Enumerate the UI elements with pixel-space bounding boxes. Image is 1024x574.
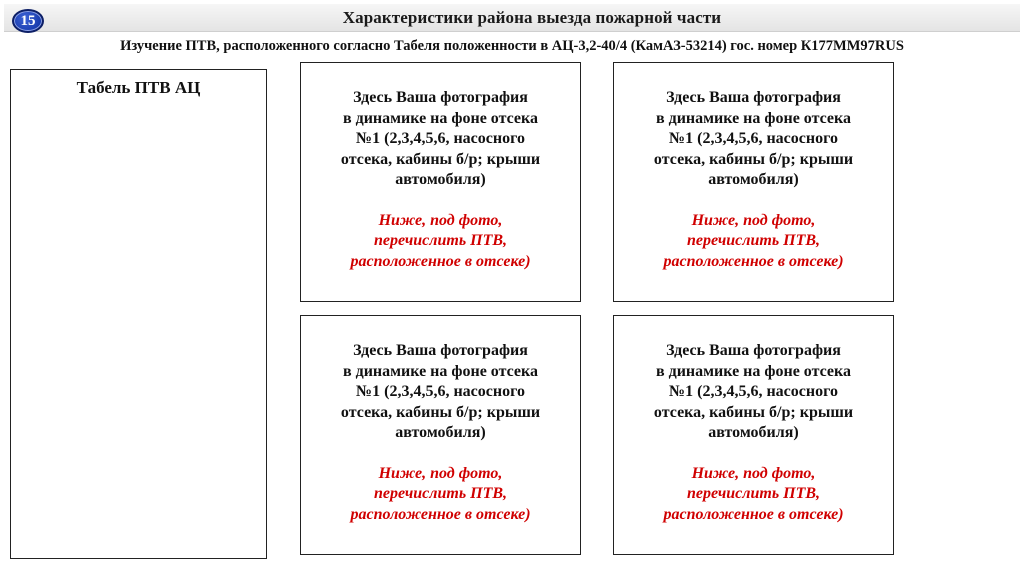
- instruction-line: отсека, кабины б/р; крыши: [653, 403, 854, 421]
- tabel-title: Табель ПТВ АЦ: [76, 78, 201, 97]
- photo-placeholder-2: [613, 62, 894, 302]
- instruction-line: в динамике на фоне отсека: [342, 362, 539, 380]
- photo-instruction: [614, 88, 893, 191]
- note-line: Ниже, под фото,: [691, 464, 816, 482]
- note-line: расположенное в отсеке): [663, 252, 844, 270]
- note-line: перечислить ПТВ,: [686, 232, 821, 249]
- instruction-line: отсека, кабины б/р; крыши: [340, 150, 541, 168]
- note-line: Ниже, под фото,: [691, 211, 816, 229]
- instruction-line: в динамике на фоне отсека: [342, 109, 539, 127]
- instruction-line: в динамике на фоне отсека: [655, 362, 852, 380]
- note-line: Ниже, под фото,: [378, 464, 503, 482]
- note-line: расположенное в отсеке): [350, 252, 531, 270]
- page-subtitle: Изучение ПТВ, расположенного согласно Табеля положенности в АЦ-3,2-40/4 (КамАЗ-53214) гос. номер К177ММ97RUS: [120, 38, 904, 54]
- instruction-line: отсека, кабины б/р; крыши: [653, 150, 854, 168]
- note-line: перечислить ПТВ,: [373, 232, 508, 249]
- tabel-panel: [10, 69, 267, 559]
- page-title: Характеристики района выезда пожарной части: [342, 8, 722, 27]
- photo-placeholder-4: [613, 315, 894, 555]
- instruction-line: автомобиля): [395, 171, 486, 188]
- instruction-line: №1 (2,3,4,5,6, насосного: [356, 383, 525, 400]
- instruction-line: автомобиля): [395, 424, 486, 441]
- photo-placeholder-1: [300, 62, 581, 302]
- header-bar: [4, 4, 1020, 32]
- instruction-line: Здесь Ваша фотография: [666, 89, 841, 106]
- photo-instruction: [614, 341, 893, 444]
- instruction-line: №1 (2,3,4,5,6, насосного: [669, 130, 838, 147]
- note-line: Ниже, под фото,: [378, 211, 503, 229]
- instruction-line: автомобиля): [708, 171, 799, 188]
- photo-note: [614, 464, 893, 526]
- photo-instruction: [301, 341, 580, 444]
- instruction-line: автомобиля): [708, 424, 799, 441]
- instruction-line: №1 (2,3,4,5,6, насосного: [669, 383, 838, 400]
- note-line: перечислить ПТВ,: [373, 485, 508, 502]
- photo-note: [301, 464, 580, 526]
- slide-number-badge: 15: [12, 9, 44, 33]
- photo-note: [614, 211, 893, 273]
- instruction-line: №1 (2,3,4,5,6, насосного: [356, 130, 525, 147]
- instruction-line: Здесь Ваша фотография: [353, 89, 528, 106]
- instruction-line: отсека, кабины б/р; крыши: [340, 403, 541, 421]
- photo-note: [301, 211, 580, 273]
- instruction-line: Здесь Ваша фотография: [353, 342, 528, 359]
- note-line: перечислить ПТВ,: [686, 485, 821, 502]
- note-line: расположенное в отсеке): [350, 505, 531, 523]
- photo-instruction: [301, 88, 580, 191]
- photo-placeholder-3: [300, 315, 581, 555]
- instruction-line: в динамике на фоне отсека: [655, 109, 852, 127]
- note-line: расположенное в отсеке): [663, 505, 844, 523]
- instruction-line: Здесь Ваша фотография: [666, 342, 841, 359]
